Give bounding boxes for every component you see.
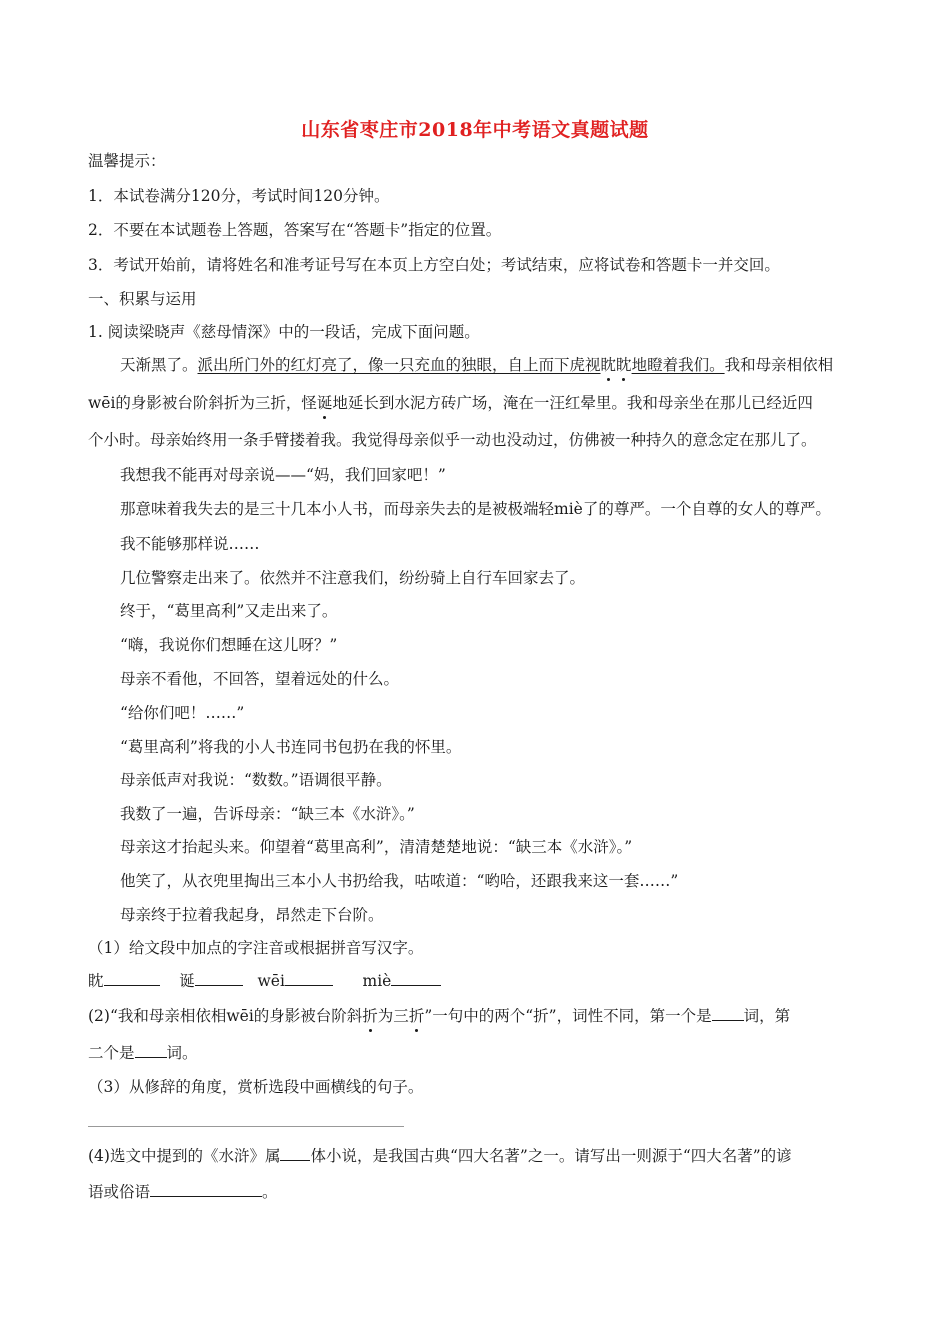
answer-blank[interactable] [135, 1043, 167, 1058]
dotted-char: 诞 [316, 394, 333, 412]
question-text: (2)“我和母亲相依相wēi的身影被台阶斜 [88, 1007, 363, 1025]
sub-question-3: （3）从修辞的角度，赏析选段中画横线的句子。 [88, 1078, 424, 1096]
passage-line [88, 392, 878, 414]
passage-paragraph: “嗨，我说你们想睡在这儿呀？” [120, 636, 338, 654]
sub-question-1: （1）给文段中加点的字注音或根据拼音写汉字。 [88, 939, 424, 957]
passage-paragraph: 那意味着我失去的是三十几本小人书，而母亲失去的是被极端轻miè了的尊严。一个自尊的女人的尊严。 [120, 500, 831, 518]
dotted-char: 眈 [616, 356, 632, 374]
question-text: 语或俗语 [88, 1183, 151, 1201]
sub-question-4 [88, 1145, 878, 1167]
tip-item: 2．不要在本试题卷上答题，答案写在“答题卡”指定的位置。 [88, 221, 502, 239]
passage-paragraph: 终于，“葛里高利”又走出来了。 [120, 602, 338, 620]
page-title: 山东省枣庄市2018年中考语文真题试题 [301, 119, 649, 141]
question-text: 词。 [166, 1044, 198, 1062]
question-prompt: 1. 阅读梁晓声《慈母情深》中的一段话，完成下面问题。 [88, 323, 480, 341]
answer-blank[interactable] [150, 1182, 262, 1197]
passage-paragraph: 母亲这才抬起头来。仰望着“葛里高利”，清清楚楚地说：“缺三本《水浒》。” [120, 838, 633, 856]
answer-blank[interactable] [195, 971, 243, 986]
sub-question-2 [88, 1005, 878, 1027]
dotted-char: 折 [408, 1007, 425, 1025]
answer-item-label: 眈 [88, 972, 104, 990]
passage-paragraph: 我数了一遍，告诉母亲：“缺三本《水浒》。” [120, 805, 415, 823]
question-text: 。 [262, 1183, 278, 1201]
underlined-sentence [198, 356, 725, 374]
sub-question-2-cont [88, 1042, 878, 1064]
passage-paragraph: 几位警察走出来了。依然并不注意我们，纷纷骑上自行车回家去了。 [120, 569, 586, 587]
passage-line: 个小时。母亲始终用一条手臂搂着我。我觉得母亲似乎一动也没动过，仿佛被一种持久的意念定在那儿了。 [88, 431, 817, 449]
question-text: 二个是 [88, 1044, 135, 1062]
passage-paragraph: 母亲低声对我说：“数数。”语调很平静。 [120, 771, 392, 789]
question-text: (4)选文中提到的《水浒》属 [88, 1147, 281, 1165]
underlined-text: 地瞪着我们。 [631, 356, 725, 374]
passage-paragraph: 他笑了，从衣兜里掏出三本小人书扔给我，咕哝道：“哟哈，还跟我来这一套……” [120, 872, 679, 890]
section-heading: 一、积累与运用 [88, 290, 197, 308]
tip-item: 1．本试卷满分120分，考试时间120分钟。 [88, 187, 390, 205]
passage-paragraph: “葛里高利”将我的小人书连同书包扔在我的怀里。 [120, 738, 462, 756]
passage-paragraph: 我想我不能再对母亲说——“妈，我们回家吧！” [120, 466, 446, 484]
answer-line[interactable] [88, 1126, 404, 1127]
tip-item: 3．考试开始前，请将姓名和准考证号写在本页上方空白处；考试结束，应将试卷和答题卡一并交回。 [88, 256, 780, 274]
passage-text: 天渐黑了。 [120, 356, 198, 374]
question-text: 词，第 [743, 1007, 791, 1025]
answer-blank[interactable] [104, 971, 160, 986]
tips-heading: 温馨提示： [88, 152, 166, 170]
answer-blank[interactable] [391, 971, 441, 986]
passage-paragraph: 我不能够那样说…… [120, 535, 260, 553]
passage-text: wēi的身影被台阶斜折为三折，怪 [88, 394, 317, 412]
passage-paragraph: 母亲不看他，不回答，望着远处的什么。 [120, 670, 400, 688]
sub-question-4-cont [88, 1181, 878, 1203]
question-text: 为三 [377, 1007, 409, 1025]
passage-text: 我和母亲相依相 [724, 356, 834, 374]
answer-blank[interactable] [280, 1146, 310, 1161]
question-text: 体小说，是我国古典“四大名著”之一。请写出一则源于“四大名著”的谚 [310, 1147, 792, 1165]
dotted-char: 折 [362, 1007, 378, 1025]
pinyin-answers [88, 970, 878, 992]
underlined-text: 派出所门外的红灯亮了，像一只充血的独眼，自上而下虎视 [197, 356, 601, 374]
answer-blank[interactable] [712, 1006, 744, 1021]
answer-item-label: miè [362, 972, 392, 990]
passage-paragraph: “给你们吧！……” [120, 704, 245, 722]
answer-item-label: wēi [257, 972, 285, 990]
passage-paragraph: 母亲终于拉着我起身，昂然走下台阶。 [120, 906, 384, 924]
question-text: ”一句中的两个“折”，词性不同，第一个是 [424, 1007, 712, 1025]
passage-line [120, 354, 910, 376]
answer-item-label: 诞 [179, 972, 195, 990]
answer-blank[interactable] [285, 971, 333, 986]
dotted-char: 眈 [600, 356, 617, 374]
passage-text: 地延长到水泥方砖广场，淹在一汪红晕里。我和母亲坐在那儿已经近四 [332, 394, 813, 412]
